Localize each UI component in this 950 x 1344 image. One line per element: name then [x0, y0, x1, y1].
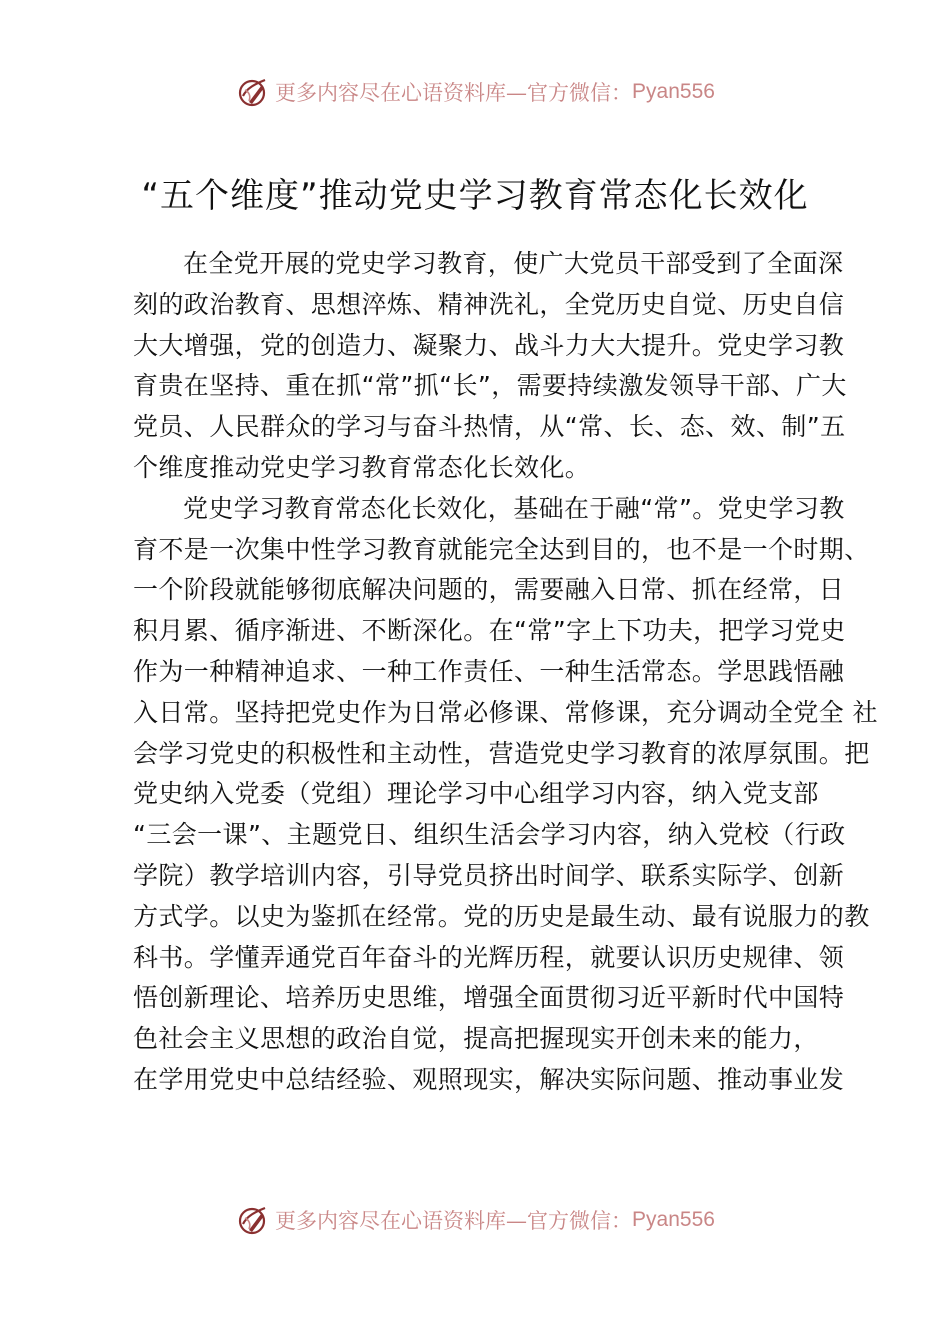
article-line: 党史纳入党委（党组）理论学习中心组学习内容，纳入党支部: [133, 779, 819, 809]
article-line: 党史学习教育常态化长效化，基础在于融“常”。党史学习教: [183, 493, 845, 523]
article-line: 育不是一次集中性学习教育就能完全达到目的，也不是一个时期、: [133, 534, 870, 564]
article-line: 一个阶段就能够彻底解决问题的，需要融入日常、抓在经常，日: [133, 575, 845, 605]
article-line: 悟创新理论、培养历史思维，增强全面贯彻习近平新时代中国特: [133, 983, 845, 1013]
article-line: 大大增强，党的创造力、凝聚力、战斗力大大提升。党史学习教: [133, 330, 845, 360]
article-line: 积月累、循序渐进、不断深化。在“常”字上下功夫，把学习党史: [133, 616, 846, 646]
article-line: 育贵在坚持、重在抓“常”抓“长”，需要持续激发领导干部、广大: [133, 371, 847, 401]
pen-logo-icon: [235, 1202, 271, 1238]
article-body: [133, 244, 878, 1101]
article-line: 方式学。以史为鉴抓在经常。党的历史是最生动、最有说服力的教: [133, 901, 870, 931]
footer-banner-text: 更多内容尽在心语资料库—官方微信：: [275, 1209, 633, 1233]
article-line: “三会一课”、主题党日、组织生活会学习内容，纳入党校（行政: [133, 820, 846, 850]
article-line: 在全党开展的党史学习教育，使广大党员干部受到了全面深: [183, 249, 844, 278]
article-line: 作为一种精神追求、一种工作责任、一种生活常态。学思践悟融: [133, 656, 845, 686]
article-line: 在学用党史中总结经验、观照现实，解决实际问题、推动事业发: [133, 1064, 845, 1094]
header-wechat-id: Pyan556: [632, 80, 715, 103]
article-line: 入日常。坚持把党史作为日常必修课、常修课，充分调动全党全 社: [133, 697, 878, 727]
article-line: 个维度推动党史学习教育常态化长效化。: [133, 452, 591, 482]
article-line: 学院）教学培训内容，引导党员挤出时间学、联系实际学、创新: [133, 860, 845, 890]
footer-wechat-id: Pyan556: [632, 1208, 715, 1231]
article-line: 刻的政治教育、思想淬炼、精神洗礼，全党历史自觉、历史自信: [133, 289, 845, 319]
article-line: 党员、人民群众的学习与奋斗热情，从“常、长、态、效、制”五: [133, 412, 846, 442]
article-line: 色社会主义思想的政治自觉，提高把握现实开创未来的能力，: [133, 1024, 819, 1054]
article-line: 会学习党史的积极性和主动性，营造党史学习教育的浓厚氛围。把: [133, 738, 870, 768]
header-banner-text: 更多内容尽在心语资料库—官方微信：: [275, 81, 633, 105]
pen-logo-icon: [235, 74, 271, 110]
footer-banner: [0, 1200, 950, 1240]
document-title: “五个维度”推动党史学习教育常态化长效化: [141, 176, 809, 216]
article-line: 科书。学懂弄通党百年奋斗的光辉历程，就要认识历史规律、领: [133, 942, 845, 972]
header-banner: [0, 72, 950, 112]
